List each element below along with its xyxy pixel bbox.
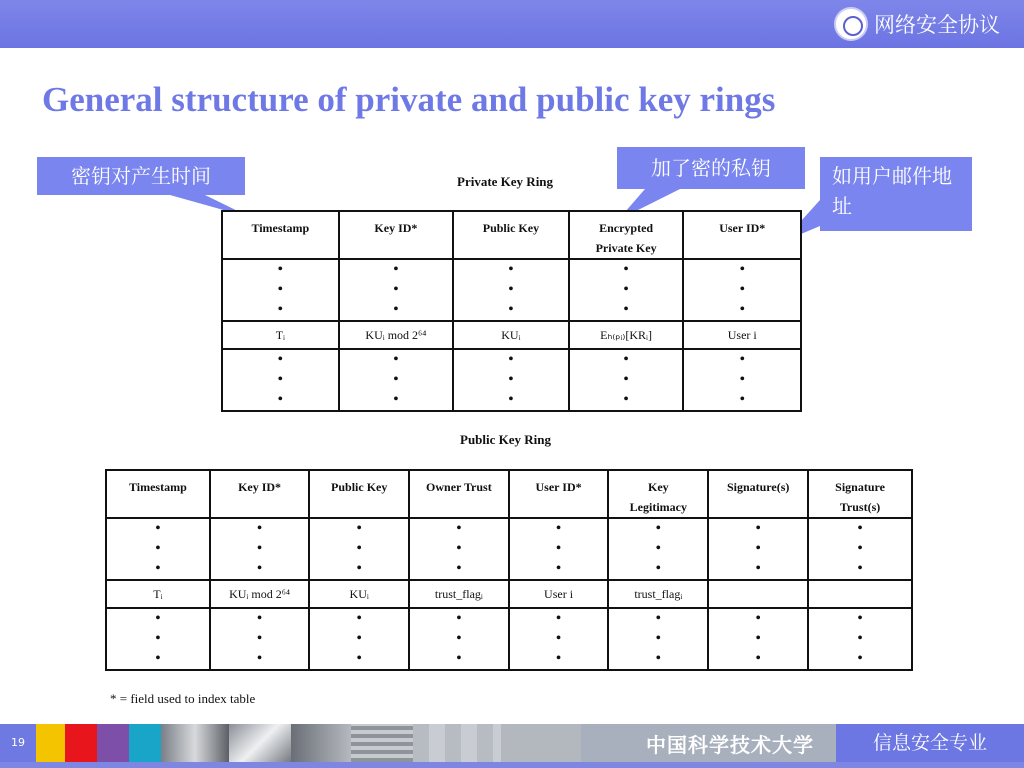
callout-encrypted-key: 加了密的私钥 (617, 147, 805, 189)
table-cell: Eₕ₍ₚᵢ₎[KRᵢ] (569, 321, 684, 349)
col-header: Key ID* (210, 470, 310, 518)
table-cell: Tᵢ (106, 580, 210, 608)
footer-swatch (97, 724, 129, 762)
slide-title: General structure of private and public key rings (42, 80, 776, 119)
private-key-ring-table (221, 210, 802, 412)
ellipsis-cell: • • • (453, 349, 569, 411)
ellipsis-cell: • • • (453, 259, 569, 321)
col-header: Encrypted Private Key (569, 211, 684, 259)
ellipsis-cell: • • • (309, 608, 409, 670)
footer-photo-tile (351, 724, 413, 762)
table-row (106, 580, 912, 608)
header-brand (834, 6, 1000, 42)
ellipsis-cell: • • • (339, 259, 453, 321)
footer-photo-tile (161, 724, 229, 762)
table-cell: KUᵢ (309, 580, 409, 608)
ellipsis-cell: • • • (708, 518, 808, 580)
table-cell (708, 580, 808, 608)
col-header: Timestamp (106, 470, 210, 518)
table-row (222, 321, 801, 349)
col-header: Key ID* (339, 211, 453, 259)
ellipsis-cell: • • • (808, 518, 912, 580)
table-cell: KUᵢ (453, 321, 569, 349)
callout-user-id: 如用户邮件地址 (820, 157, 972, 231)
footer-swatch (65, 724, 97, 762)
col-header: Public Key (453, 211, 569, 259)
ellipsis-cell: • • • (339, 349, 453, 411)
col-header: Signature(s) (708, 470, 808, 518)
col-header: Public Key (309, 470, 409, 518)
footer-photo-tile (413, 724, 501, 762)
footer-swatch (129, 724, 161, 762)
ellipsis-cell: • • • (222, 349, 339, 411)
ellipsis-cell: • • • (708, 608, 808, 670)
table-row (106, 518, 912, 580)
public-ring-title: Public Key Ring (460, 432, 552, 447)
ellipsis-cell: • • • (569, 349, 684, 411)
table-cell: KUᵢ mod 2⁶⁴ (210, 580, 310, 608)
footer-bottom-strip (0, 762, 1024, 768)
ellipsis-cell: • • • (569, 259, 684, 321)
ellipsis-cell: • • • (608, 518, 708, 580)
callout-timestamp: 密钥对产生时间 (37, 157, 245, 195)
ellipsis-cell: • • • (509, 518, 609, 580)
footer-photo-tile (291, 724, 351, 762)
table-cell: User i (683, 321, 801, 349)
col-header: User ID* (509, 470, 609, 518)
ellipsis-cell: • • • (608, 608, 708, 670)
table-footnote: * = field used to index table (110, 691, 256, 706)
table-row (106, 608, 912, 670)
brand-text: 网络安全协议 (874, 13, 1000, 37)
ellipsis-cell: • • • (106, 518, 210, 580)
col-header: User ID* (683, 211, 801, 259)
col-header: Timestamp (222, 211, 339, 259)
footer-photo-tile (229, 724, 291, 762)
ellipsis-cell: • • • (808, 608, 912, 670)
ellipsis-cell: • • • (309, 518, 409, 580)
col-header: Signature Trust(s) (808, 470, 912, 518)
ellipsis-cell: • • • (683, 259, 801, 321)
major-label: 信息安全专业 (836, 724, 1024, 762)
page-number: 19 (0, 724, 36, 762)
university-emblem-icon (834, 7, 868, 41)
table-cell: KUᵢ mod 2⁶⁴ (339, 321, 453, 349)
ellipsis-cell: • • • (106, 608, 210, 670)
table-row (222, 349, 801, 411)
ellipsis-cell: • • • (210, 608, 310, 670)
table-cell: trust_flagᵢ (608, 580, 708, 608)
university-name: 中国科学技术大学 (646, 733, 814, 757)
ellipsis-cell: • • • (409, 608, 509, 670)
public-key-ring-table (105, 469, 913, 671)
ellipsis-cell: • • • (509, 608, 609, 670)
table-cell (808, 580, 912, 608)
ellipsis-cell: • • • (683, 349, 801, 411)
private-ring-title: Private Key Ring (457, 174, 554, 189)
table-cell: trust_flagᵢ (409, 580, 509, 608)
table-cell: User i (509, 580, 609, 608)
footer-swatch (36, 724, 65, 762)
col-header: Owner Trust (409, 470, 509, 518)
ellipsis-cell: • • • (222, 259, 339, 321)
ellipsis-cell: • • • (409, 518, 509, 580)
table-row (222, 259, 801, 321)
footer-photo-tile (501, 724, 581, 762)
col-header: Key Legitimacy (608, 470, 708, 518)
table-cell: Tᵢ (222, 321, 339, 349)
ellipsis-cell: • • • (210, 518, 310, 580)
